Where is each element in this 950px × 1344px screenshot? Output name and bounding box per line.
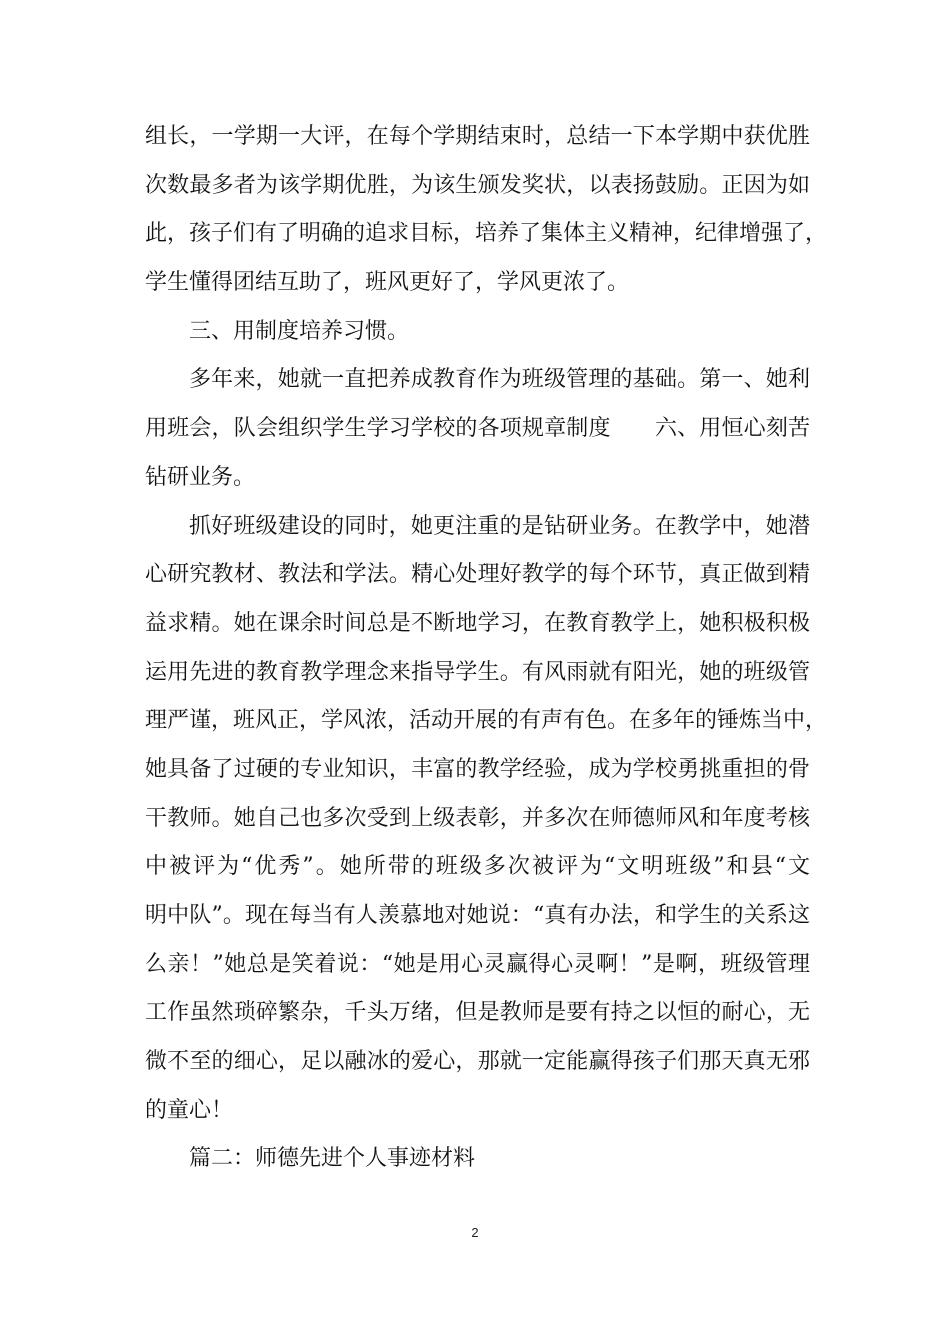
text-line: 此，孩子们有了明确的追求目标，培养了集体主义精神，纪律增强了， xyxy=(145,221,828,247)
text-line: 用班会，队会组织学生学习学校的各项规章制度 六、用恒心刻苦 xyxy=(145,416,810,442)
text-line: 学生懂得团结互助了，班风更好了，学风更浓了。 xyxy=(145,270,630,296)
text-line: 益求精。她在课余时间总是不断地学习，在教育教学上，她积极积极 xyxy=(145,610,810,636)
text-line: 组长，一学期一大评，在每个学期结束时，总结一下本学期中获优胜 xyxy=(145,124,810,149)
page-number: 2 xyxy=(471,1225,479,1240)
text-line: 抓好班级建设的同时，她更注重的是钻研业务。在教学中，她潜 xyxy=(189,513,810,539)
body-text xyxy=(145,113,828,1184)
text-line: 运用先进的教育教学理念来指导学生。有风雨就有阳光，她的班级管 xyxy=(145,659,810,685)
text-line: 的童心！ xyxy=(145,1097,234,1123)
text-line: 明中队”。现在每当有人羡慕地对她说：“真有办法，和学生的关系这 xyxy=(145,903,810,928)
section-heading: 三、用制度培养习惯。 xyxy=(189,318,410,344)
text-line: 多年来，她就一直把养成教育作为班级管理的基础。第一、她利 xyxy=(189,367,810,393)
text-line: 干教师。她自己也多次受到上级表彰，并多次在师德师风和年度考核 xyxy=(145,805,810,831)
section-heading: 篇二：师德先进个人事迹材料 xyxy=(189,1146,476,1172)
text-line: 心研究教材、教法和学法。精心处理好教学的每个环节，真正做到精 xyxy=(145,562,810,588)
text-line: 次数最多者为该学期优胜，为该生颁发奖状，以表扬鼓励。正因为如 xyxy=(145,172,810,198)
text-line: 钻研业务。 xyxy=(145,464,256,490)
text-line: 她具备了过硬的专业知识，丰富的教学经验，成为学校勇挑重担的骨 xyxy=(145,756,810,782)
text-line: 中被评为“优秀”。她所带的班级多次被评为“文明班级”和县“文 xyxy=(145,854,810,880)
text-line: 工作虽然琐碎繁杂，千头万绪，但是教师是要有持之以恒的耐心，无 xyxy=(145,1000,810,1026)
text-line: 么亲！”她总是笑着说：“她是用心灵赢得心灵啊！”是啊，班级管理 xyxy=(145,951,810,977)
text-line: 微不至的细心，足以融冰的爱心，那就一定能赢得孩子们那天真无邪 xyxy=(145,1049,810,1075)
text-line: 理严谨，班风正，学风浓，活动开展的有声有色。在多年的锤炼当中， xyxy=(145,708,828,734)
